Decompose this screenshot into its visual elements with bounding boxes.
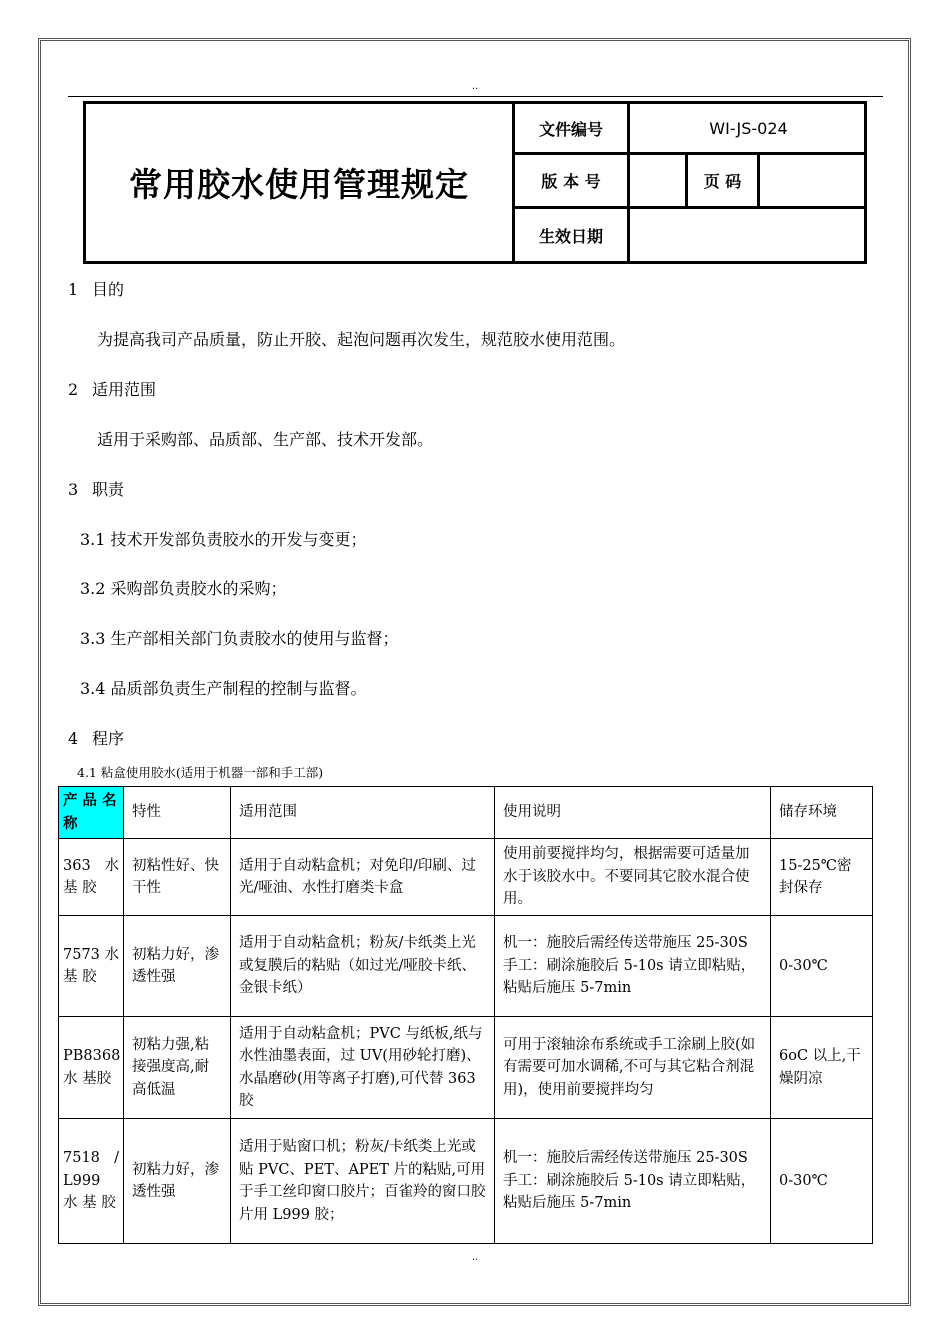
storage-cell: 6oC 以上,干燥阴凉 — [771, 1017, 873, 1119]
version-value — [630, 155, 685, 206]
storage-cell: 0-30℃ — [771, 1119, 873, 1244]
product-name-cell: 7518 / L999 水 基 胶 — [59, 1119, 124, 1244]
column-header: 产 品 名称 — [59, 787, 124, 839]
table-row — [59, 1017, 873, 1119]
section-title: 目的 — [92, 280, 125, 299]
usage-cell — [495, 1119, 771, 1244]
feature-cell: 初粘力强,粘接强度高,耐高低温 — [124, 1017, 231, 1119]
usage-line: 手工：刷涂施胶后 5-10s 请立即粘贴，粘贴后施压 5-7min — [503, 957, 756, 997]
bottom-mark: .. — [471, 1252, 479, 1263]
usage-cell: 可用于滚轴涂布系统或手工涂刷上胶(如有需要可加水调稀,不可与其它粘合剂混用)，使用前要搅拌均匀 — [495, 1017, 771, 1119]
section-1-heading — [68, 279, 124, 301]
scope-cell: 适用于贴窗口机；粉灰/卡纸类上光或贴 PVC、PET、APET 片的粘贴,可用于手工丝印窗口胶片；百雀羚的窗口胶片用 L999 胶； — [231, 1119, 495, 1244]
section-title: 职责 — [92, 480, 125, 499]
feature-cell: 初粘力好，渗透性强 — [124, 916, 231, 1017]
effective-date-value — [630, 209, 867, 261]
doc-no-value: WI-JS-024 — [709, 118, 788, 138]
version-label: 版 本 号 — [541, 172, 601, 191]
subsection-note: 4.1 粘盒使用胶水(适用于机器一部和手工部) — [77, 765, 324, 780]
section-number: 4 — [68, 729, 79, 748]
section-title: 适用范围 — [92, 380, 157, 399]
duty-item: 3.3 生产部相关部门负责胶水的使用与监督； — [80, 629, 399, 648]
scope-cell: 适用于自动粘盒机；粉灰/卡纸类上光或复膜后的粘贴（如过光/哑胶卡纸、金银卡纸） — [231, 916, 495, 1017]
table-header-row — [59, 787, 873, 839]
document-title: 常用胶水使用管理规定 — [129, 165, 469, 204]
section-3-heading — [68, 479, 124, 501]
feature-cell: 初粘性好、快干性 — [124, 839, 231, 916]
storage-cell: 15-25℃密封保存 — [771, 839, 873, 916]
section-number: 2 — [68, 380, 79, 399]
table-row — [59, 916, 873, 1017]
usage-cell — [495, 916, 771, 1017]
glue-table — [58, 786, 873, 1244]
table-row — [59, 839, 873, 916]
duty-item: 3.4 品质部负责生产制程的控制与监督。 — [80, 679, 367, 698]
section-1-text: 为提高我司产品质量，防止开胶、起泡问题再次发生，规范胶水使用范围。 — [97, 330, 626, 349]
column-header: 使用说明 — [495, 787, 771, 839]
duty-item: 3.2 采购部负责胶水的采购； — [80, 579, 287, 598]
doc-no-label: 文件编号 — [538, 119, 603, 139]
scope-cell: 适用于自动粘盒机；PVC 与纸板,纸与水性油墨表面，过 UV(用砂轮打磨)、水晶磨砂(用等离子打磨),可代替 363 胶 — [231, 1017, 495, 1119]
column-header: 储存环境 — [771, 787, 873, 839]
product-name-cell: 363 水 基 胶 — [59, 839, 124, 916]
storage-cell: 0-30℃ — [771, 916, 873, 1017]
section-2-text: 适用于采购部、品质部、生产部、技术开发部。 — [97, 430, 434, 449]
page-label: 页 码 — [703, 172, 742, 191]
column-header: 适用范围 — [231, 787, 495, 839]
section-number: 1 — [68, 280, 79, 299]
table-row — [59, 1119, 873, 1244]
section-title: 程序 — [92, 729, 125, 748]
duty-item: 3.1 技术开发部负责胶水的开发与变更； — [80, 530, 367, 549]
feature-cell: 初粘力好，渗透性强 — [124, 1119, 231, 1244]
product-name-cell: 7573 水 基 胶 — [59, 916, 124, 1017]
section-4-heading — [68, 728, 124, 750]
header-rule — [68, 96, 883, 97]
usage-line: 机一：施胶后需经传送带施压 25-30S — [503, 1150, 748, 1167]
usage-cell: 使用前要搅拌均匀，根据需要可适量加水于该胶水中。不要同其它胶水混合使用。 — [495, 839, 771, 916]
usage-line: 手工：刷涂施胶后 5-10s 请立即粘贴，粘贴后施压 5-7min — [503, 1172, 756, 1212]
effective-date-label: 生效日期 — [538, 226, 603, 246]
product-name-cell: PB8368 水 基胶 — [59, 1017, 124, 1119]
section-number: 3 — [68, 480, 79, 499]
page-value — [760, 155, 867, 206]
scope-cell: 适用于自动粘盒机；对免印/印刷、过光/哑油、水性打磨类卡盒 — [231, 839, 495, 916]
document-info-table — [512, 101, 867, 264]
section-2-heading — [68, 379, 156, 401]
usage-line: 机一：施胶后需经传送带施压 25-30S — [503, 935, 748, 952]
top-mark: .. — [471, 81, 479, 92]
column-header: 特性 — [124, 787, 231, 839]
